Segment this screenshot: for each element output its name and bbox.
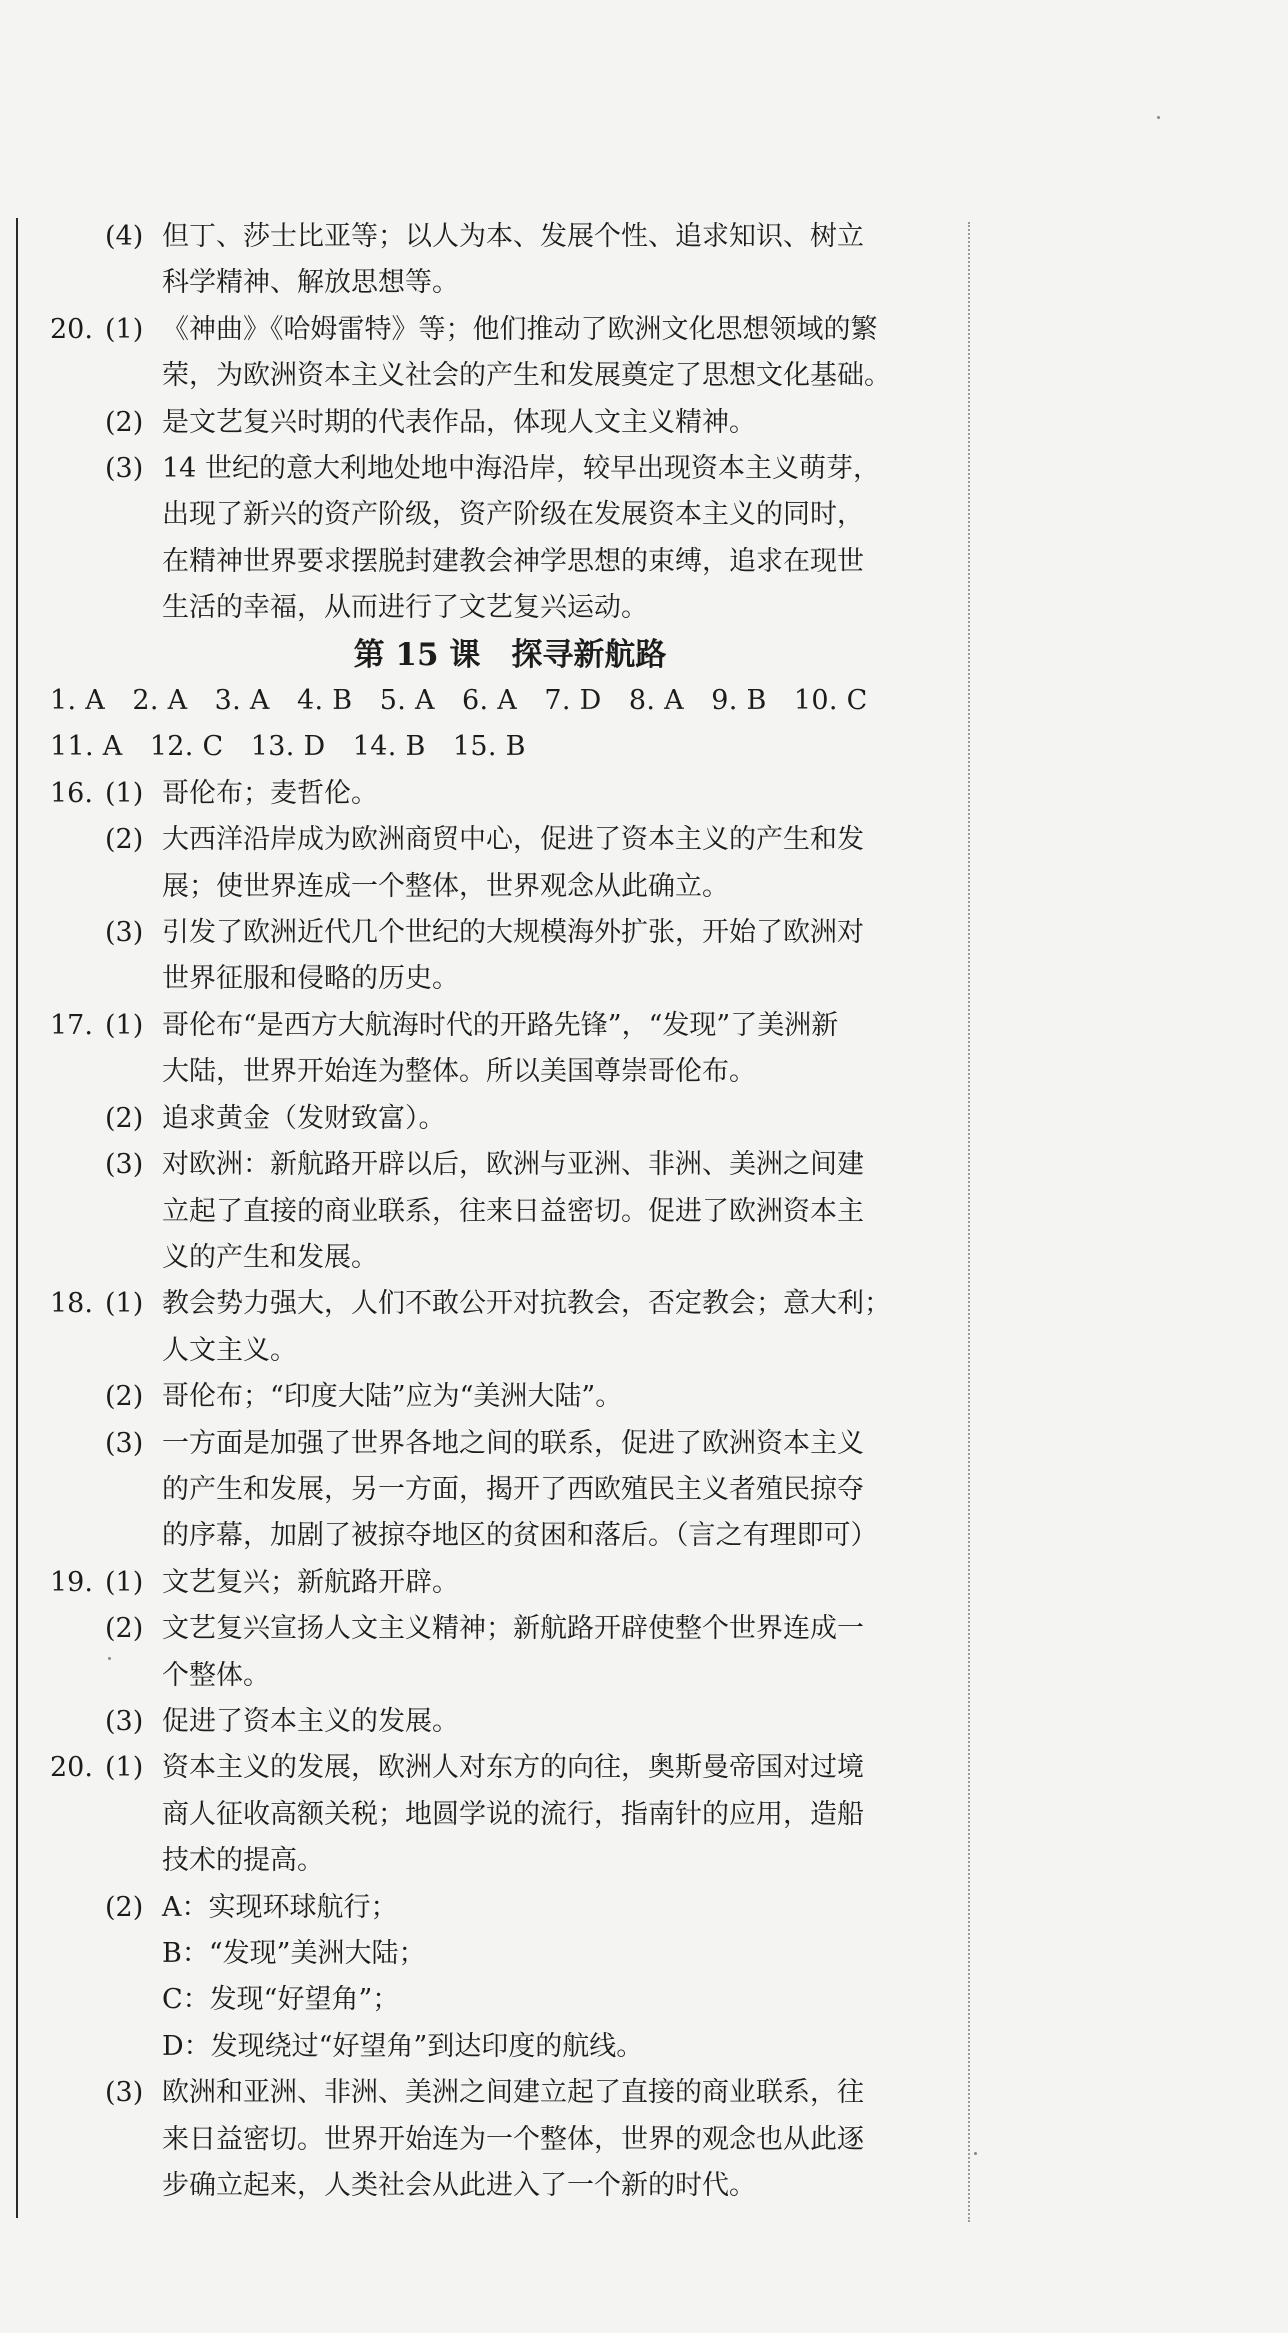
answer-line	[50, 492, 950, 538]
answer-text: 文艺复兴；新航路开辟。	[162, 1566, 459, 1598]
answer-line	[50, 956, 950, 1002]
answer-line	[50, 910, 950, 956]
answer-line	[50, 1142, 950, 1188]
answer-text: B：“发现”美洲大陆；	[162, 1938, 426, 1970]
answer-text: 是文艺复兴时期的代表作品，体现人文主义精神。	[162, 406, 756, 438]
answer-text: 商人征收高额关税；地圆学说的流行，指南针的应用，造船	[162, 1798, 864, 1830]
answer-text: 教会势力强大，人们不敢公开对抗教会，否定教会；意大利；	[162, 1288, 891, 1320]
question-number: 17.	[50, 1009, 93, 1041]
answer-line	[50, 585, 950, 631]
multiple-choice-answers: 1. A 2. A 3. A 4. B 5. A 6. A 7. D 8. A 9. B 10. C	[50, 685, 868, 717]
answer-line	[50, 1745, 950, 1791]
answer-line	[50, 1699, 950, 1745]
answer-text: 但丁、莎士比亚等；以人为本、发展个性、追求知识、树立	[162, 221, 864, 252]
answer-text: 的产生和发展，另一方面，揭开了西欧殖民主义者殖民掠夺	[162, 1473, 864, 1505]
answer-text: 生活的幸福，从而进行了文艺复兴运动。	[162, 592, 648, 624]
part-label: (2)	[105, 406, 144, 438]
answer-line	[50, 1003, 950, 1049]
answer-text: 资本主义的发展，欧洲人对东方的向往，奥斯曼帝国对过境	[162, 1752, 864, 1784]
answer-text: 大西洋沿岸成为欧洲商贸中心，促进了资本主义的产生和发	[162, 824, 864, 856]
answer-line	[50, 1513, 950, 1559]
answer-text: A：实现环球航行；	[162, 1891, 398, 1923]
answer-line	[50, 1838, 950, 1884]
answer-text: 一方面是加强了世界各地之间的联系，促进了欧洲资本主义	[162, 1427, 864, 1459]
answer-line	[50, 817, 950, 863]
answer-text: 文艺复兴宣扬人文主义精神；新航路开辟使整个世界连成一	[162, 1613, 864, 1645]
part-label: (3)	[105, 1427, 144, 1459]
answer-line	[50, 2024, 950, 2070]
answer-text: 立起了直接的商业联系，往来日益密切。促进了欧洲资本主	[162, 1195, 864, 1227]
scan-speck	[974, 2152, 977, 2155]
answer-text: 的序幕，加剧了被掠夺地区的贫困和落后。（言之有理即可）	[162, 1520, 878, 1552]
answer-text: 世界征服和侵略的历史。	[162, 963, 459, 995]
part-label: (2)	[105, 1381, 144, 1413]
answer-line	[50, 1792, 950, 1838]
part-label: (3)	[105, 1705, 144, 1737]
answer-text: 引发了欧洲近代几个世纪的大规模海外扩张，开始了欧洲对	[162, 917, 864, 949]
answer-line	[50, 1328, 950, 1374]
part-label: (3)	[105, 1149, 144, 1181]
part-label: (1)	[105, 313, 144, 345]
answer-text: 步确立起来，人类社会从此进入了一个新的时代。	[162, 2170, 756, 2202]
question-number: 20.	[50, 1752, 93, 1784]
answer-line	[50, 864, 950, 910]
answer-text: 《神曲》《哈姆雷特》等；他们推动了欧洲文化思想领域的繁	[162, 313, 878, 345]
part-label: (3)	[105, 2077, 144, 2109]
question-number: 20.	[50, 313, 93, 345]
answer-line	[50, 307, 950, 353]
answer-text: D：发现绕过“好望角”到达印度的航线。	[162, 2030, 644, 2062]
part-label: (1)	[105, 1566, 144, 1598]
answer-line	[50, 2163, 950, 2209]
right-dotted-rule	[968, 222, 970, 2222]
answer-line	[50, 1885, 950, 1931]
lesson-title: 第 15 课 探寻新航路	[353, 636, 667, 673]
part-label: (2)	[105, 824, 144, 856]
answer-line	[50, 214, 950, 260]
answer-line	[50, 353, 950, 399]
answer-text: 在精神世界要求摆脱封建教会神学思想的束缚，追求在现世	[162, 545, 864, 577]
answer-text: 荣，为欧洲资本主义社会的产生和发展奠定了思想文化基础。	[162, 360, 891, 392]
answer-text: 人文主义。	[162, 1334, 297, 1366]
answer-text: 义的产生和发展。	[162, 1241, 378, 1273]
answer-line	[50, 260, 950, 306]
answer-line	[50, 1189, 950, 1235]
answer-text: 大陆，世界开始连为整体。所以美国尊崇哥伦布。	[162, 1056, 756, 1088]
part-label: (3)	[105, 917, 144, 949]
answer-text: 追求黄金（发财致富）。	[162, 1102, 446, 1134]
left-margin-rule	[16, 218, 18, 2218]
answer-line	[50, 1653, 950, 1699]
answer-line	[50, 1096, 950, 1142]
answer-line	[50, 1977, 950, 2023]
answer-content	[50, 214, 950, 2209]
answer-text: 14 世纪的意大利地处地中海沿岸，较早出现资本主义萌芽，	[162, 453, 880, 485]
answer-line	[50, 1049, 950, 1095]
answer-line	[50, 446, 950, 492]
answer-text: 对欧洲：新航路开辟以后，欧洲与亚洲、非洲、美洲之间建	[162, 1149, 864, 1181]
multiple-choice-answers: 11. A 12. C 13. D 14. B 15. B	[50, 731, 526, 763]
answer-text: 展；使世界连成一个整体，世界观念从此确立。	[162, 870, 729, 902]
answer-line	[50, 1467, 950, 1513]
answer-line	[50, 1931, 950, 1977]
answer-text: 技术的提高。	[162, 1845, 324, 1877]
answer-line	[50, 539, 950, 585]
part-label: (4)	[105, 221, 144, 252]
scan-speck	[1157, 116, 1160, 119]
answer-line	[50, 1606, 950, 1652]
answer-text: 哥伦布“是西方大航海时代的开路先锋”，“发现”了美洲新	[162, 1009, 839, 1041]
answer-line	[50, 771, 950, 817]
part-label: (3)	[105, 453, 144, 485]
part-label: (2)	[105, 1613, 144, 1645]
answer-line	[50, 1560, 950, 1606]
part-label: (1)	[105, 1288, 144, 1320]
answer-line	[50, 1374, 950, 1420]
answer-text: 出现了新兴的资产阶级，资产阶级在发展资本主义的同时，	[162, 499, 864, 531]
answer-line	[50, 2070, 950, 2116]
answer-text: 来日益密切。世界开始连为一个整体，世界的观念也从此逐	[162, 2123, 864, 2155]
answer-text: 个整体。	[162, 1659, 270, 1691]
answer-text: 哥伦布；麦哲伦。	[162, 777, 378, 809]
answer-text: 哥伦布；“印度大陆”应为“美洲大陆”。	[162, 1381, 623, 1413]
answer-line	[50, 1235, 950, 1281]
answer-line	[50, 2117, 950, 2163]
answer-line	[50, 1281, 950, 1327]
part-label: (1)	[105, 777, 144, 809]
part-label: (1)	[105, 1009, 144, 1041]
answer-text: 科学精神、解放思想等。	[162, 267, 459, 299]
answer-line	[50, 400, 950, 446]
question-number: 18.	[50, 1288, 93, 1320]
answer-line	[50, 1421, 950, 1467]
question-number: 16.	[50, 777, 93, 809]
answer-text: 促进了资本主义的发展。	[162, 1705, 459, 1737]
answer-text: C：发现“好望角”；	[162, 1984, 400, 2016]
question-number: 19.	[50, 1566, 93, 1598]
answer-text: 欧洲和亚洲、非洲、美洲之间建立起了直接的商业联系，往	[162, 2077, 864, 2109]
part-label: (2)	[105, 1102, 144, 1134]
part-label: (1)	[105, 1752, 144, 1784]
part-label: (2)	[105, 1891, 144, 1923]
